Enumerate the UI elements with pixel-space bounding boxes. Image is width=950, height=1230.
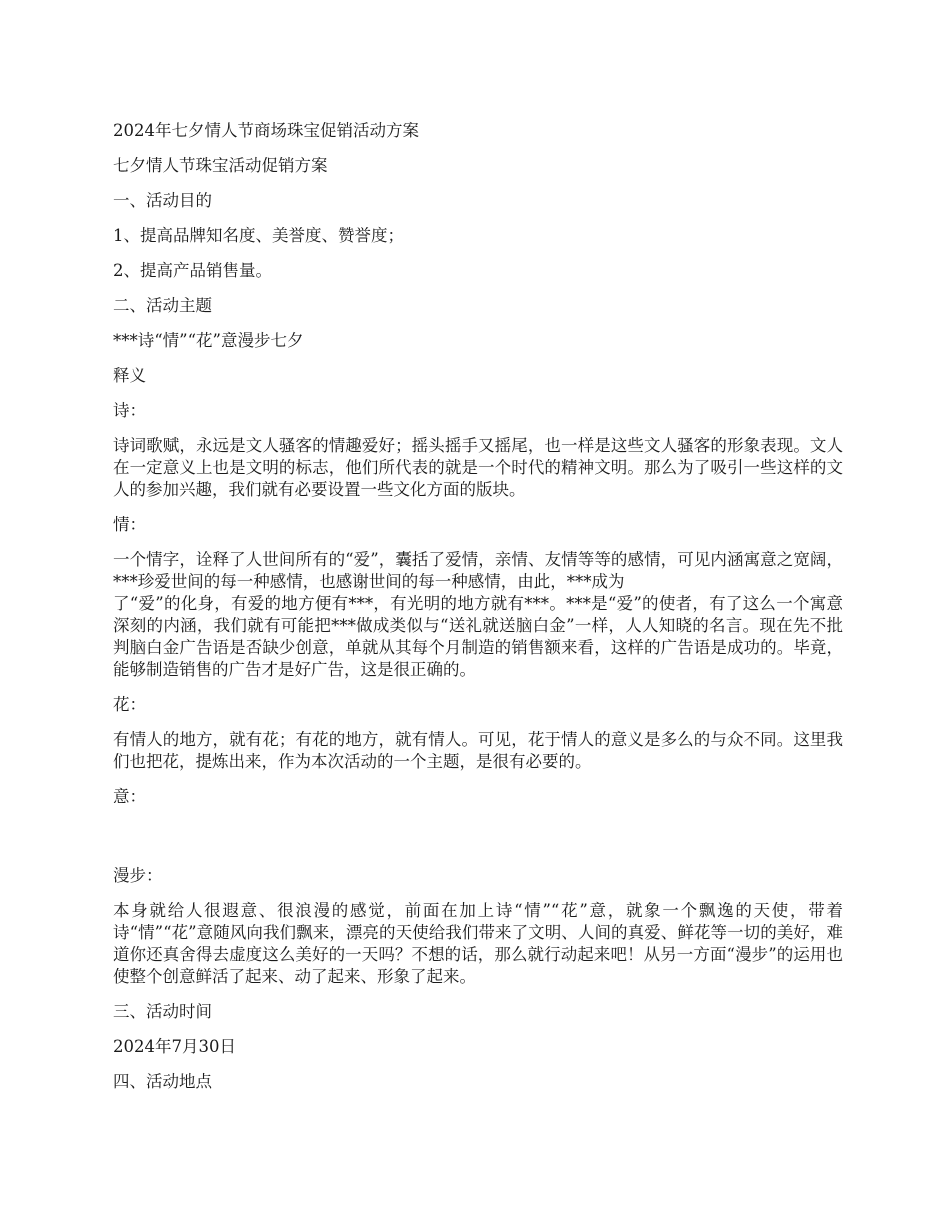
theme-text: ***诗“情”“花”意漫步七夕 — [113, 331, 304, 350]
intent-label: 意： — [113, 787, 146, 806]
goal-item-2: 2、提高产品销售量。 — [113, 261, 272, 280]
section-heading-time: 三、活动时间 — [113, 1002, 212, 1021]
flower-paragraph: 有情人的地方，就有花；有花的地方，就有情人。可见，花于情人的意义是多么的与众不同。这里我们也把花，提炼出来，作为本次活动的一个主题，是很有必要的。 — [113, 730, 843, 771]
goal-item-1: 1、提高品牌知名度、美誉度、赞誉度； — [113, 226, 404, 245]
section-heading-theme: 二、活动主题 — [113, 296, 212, 315]
love-paragraph — [113, 549, 843, 681]
event-date: 2024年7月30日 — [113, 1037, 236, 1056]
document-title: 2024年七夕情人节商场珠宝促销活动方案 — [113, 121, 419, 140]
meaning-label: 释义 — [113, 366, 146, 385]
section-heading-purpose: 一、活动目的 — [113, 191, 212, 210]
stroll-label: 漫步： — [113, 866, 163, 885]
poem-label: 诗： — [113, 401, 146, 420]
section-heading-location: 四、活动地点 — [113, 1072, 212, 1091]
love-paragraph-part-2: 了“爱”的化身，有爱的地方便有***，有光明的地方就有***。***是“爱”的使者，有了这么一个寓意深刻的内涵，我们就有可能把***做成类似与“送礼就送脑白金”一样，人人知晓的名言。现在先不批判脑白金广告语是否缺少创意，单就从其每个月制造的销售额来看，这样的广告语是成功的。毕竟，能够制造销售的广告才是好广告，这是很正确的。 — [113, 594, 843, 679]
love-label: 情： — [113, 515, 146, 534]
blank-space — [113, 821, 843, 865]
document-page — [113, 120, 843, 1106]
flower-label: 花： — [113, 695, 146, 714]
love-paragraph-part-1: 一个情字，诠释了人世间所有的“爱”，囊括了爱情，亲情、友情等等的感情，可见内涵寓意之宽阔，***珍爱世间的每一种感情，也感谢世间的每一种感情，由此，***成为 — [113, 550, 843, 591]
stroll-paragraph: 本身就给人很遐意、很浪漫的感觉，前面在加上诗“情”“花”意，就象一个飘逸的天使，带着诗“情”“花”意随风向我们飘来，漂亮的天使给我们带来了文明、人间的真爱、鲜花等一切的美好，难道你还真舍得去虚度这么美好的一天吗？不想的话，那么就行动起来吧！从另一方面“漫步”的运用也使整个创意鲜活了起来、动了起来、形象了起来。 — [113, 901, 843, 986]
document-subtitle: 七夕情人节珠宝活动促销方案 — [113, 156, 328, 175]
poem-paragraph: 诗词歌赋，永远是文人骚客的情趣爱好；摇头摇手又摇尾，也一样是这些文人骚客的形象表现。文人在一定意义上也是文明的标志，他们所代表的就是一个时代的精神文明。那么为了吸引一些这样的文人的参加兴趣，我们就有必要设置一些文化方面的版块。 — [113, 436, 843, 499]
